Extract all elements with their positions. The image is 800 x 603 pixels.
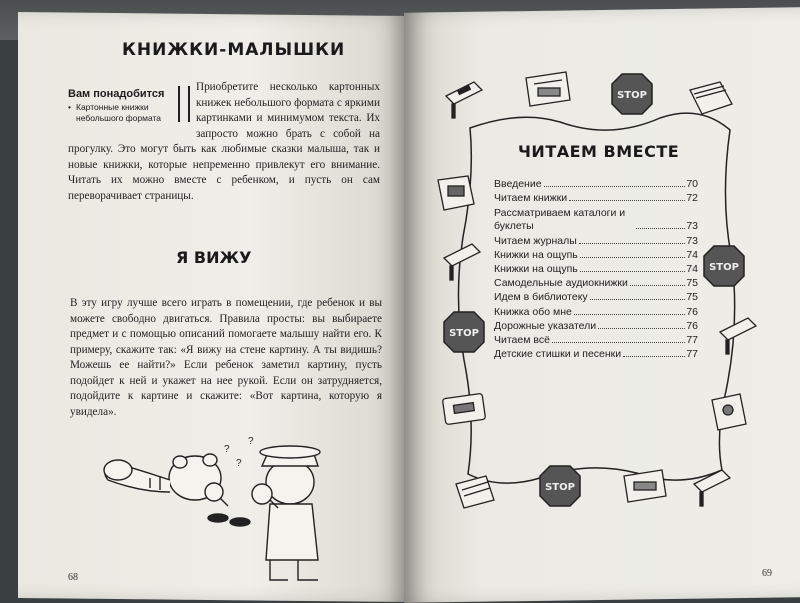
newspaper-icon <box>526 72 570 106</box>
stop-sign-text: STOP <box>545 482 575 493</box>
toc-entry <box>494 207 698 232</box>
left-page-number: 68 <box>68 572 78 583</box>
mailbox-icon <box>446 82 482 118</box>
toc-entry <box>494 318 698 332</box>
toc-entry <box>494 261 698 275</box>
stop-sign-icon <box>540 466 580 506</box>
book-icon <box>690 82 732 114</box>
toc-entry <box>494 332 698 346</box>
toc-entry <box>494 232 698 246</box>
toc-entry-title: Читаем журналы <box>494 234 577 247</box>
need-box-title: Вам понадобится <box>68 88 165 100</box>
svg-text:?: ? <box>224 444 230 455</box>
stop-sign-text: STOP <box>449 328 479 339</box>
toc-entry-page: 73 <box>686 220 698 233</box>
paragraph-1-text: Приобретите несколько картонных книжек небольшого формата с яркими картинками и минимумом текста. Их запросто можно брать с собой на прогулку. Это могут быть как любимые сказки малыша, так и новые книжки, которые непременно привлекут его внимание. Читать их можно вместе с ребенком, и пусть он сам переворачивает страницы. <box>68 81 380 202</box>
toc-entry-page: 76 <box>686 305 698 318</box>
mailbox-icon <box>444 244 480 280</box>
toc-entry-page: 70 <box>686 178 698 191</box>
toc-entry-title: Книжки на ощупь <box>494 248 578 261</box>
toc-entry-page: 74 <box>686 262 698 275</box>
toc-entry-page: 77 <box>686 348 698 361</box>
toc-entry-title: Рассматриваем каталоги и буклеты <box>494 207 626 232</box>
svg-text:?: ? <box>236 458 242 469</box>
toc-entry <box>494 247 698 261</box>
toc-entry-title: Книжки на ощупь <box>494 262 578 275</box>
toc-entry-title: Введение <box>494 178 542 191</box>
booklet-icon <box>438 176 474 210</box>
newspaper-icon <box>624 470 666 502</box>
book-icon <box>712 394 746 430</box>
toc-entry-title: Детские стишки и песенки <box>494 348 622 361</box>
toc-entry-title: Читаем всё <box>494 333 550 346</box>
toc-entry <box>494 303 698 317</box>
mailbox-icon <box>694 470 730 506</box>
toc-entry-page: 76 <box>686 319 698 332</box>
right-page-number: 69 <box>762 568 772 579</box>
toc-entry-page: 75 <box>686 291 698 304</box>
mailbox-icon <box>720 318 756 354</box>
need-box-item: • Картонные книжки небольшого формата <box>68 102 180 124</box>
paragraph-2: В эту игру лучше всего играть в помещении, где ребенок и вы можете свободно двигаться. Правила просты: вы выбираете предмет и с помощью описаний помогаете малышу найти его. К примеру, скажите так: «Я вижу на стене картину. А ты видишь? Можешь ее найти?» Если ребенок заметил картину, пусть подойдет к ней и укажет на нее рукой. Если он затрудняется, подойдите к картине и скажите: «Вот картина, которую я увидела». <box>70 297 382 418</box>
toc-entry <box>494 289 698 303</box>
toc-entry-page: 77 <box>686 333 698 346</box>
stop-sign-icon <box>704 246 744 286</box>
toc-entry-title: Читаем книжки <box>494 192 568 205</box>
toc-entry <box>494 346 698 360</box>
stop-sign-text: STOP <box>709 262 739 273</box>
toc-entry <box>494 275 698 289</box>
toc-entry-title: Самодельные аудиокнижки <box>494 277 628 290</box>
left-page-title: КНИЖКИ-МАЛЫШКИ <box>122 40 346 60</box>
toc-entry-page: 74 <box>686 248 698 261</box>
stop-sign-icon <box>444 312 484 352</box>
toc-entry <box>494 190 698 204</box>
stop-sign-text: STOP <box>617 90 647 101</box>
toc-entry-title: Книжка обо мне <box>494 305 572 318</box>
stop-sign-icon <box>612 74 652 114</box>
toc-entry <box>494 176 698 190</box>
toc-entry-page: 73 <box>686 234 698 247</box>
toc-entry-title: Дорожные указатели <box>494 319 597 332</box>
svg-text:?: ? <box>248 436 254 447</box>
toc-entry-page: 72 <box>686 192 698 205</box>
toc-entry-title: Идем в библиотеку <box>494 291 588 304</box>
right-page-title: ЧИТАЕМ ВМЕСТЕ <box>518 142 680 161</box>
toc-entry-page: 75 <box>686 277 698 290</box>
game-heading: Я ВИЖУ <box>176 248 252 267</box>
table-of-contents <box>494 176 698 360</box>
cassette-tape-icon <box>442 393 485 424</box>
